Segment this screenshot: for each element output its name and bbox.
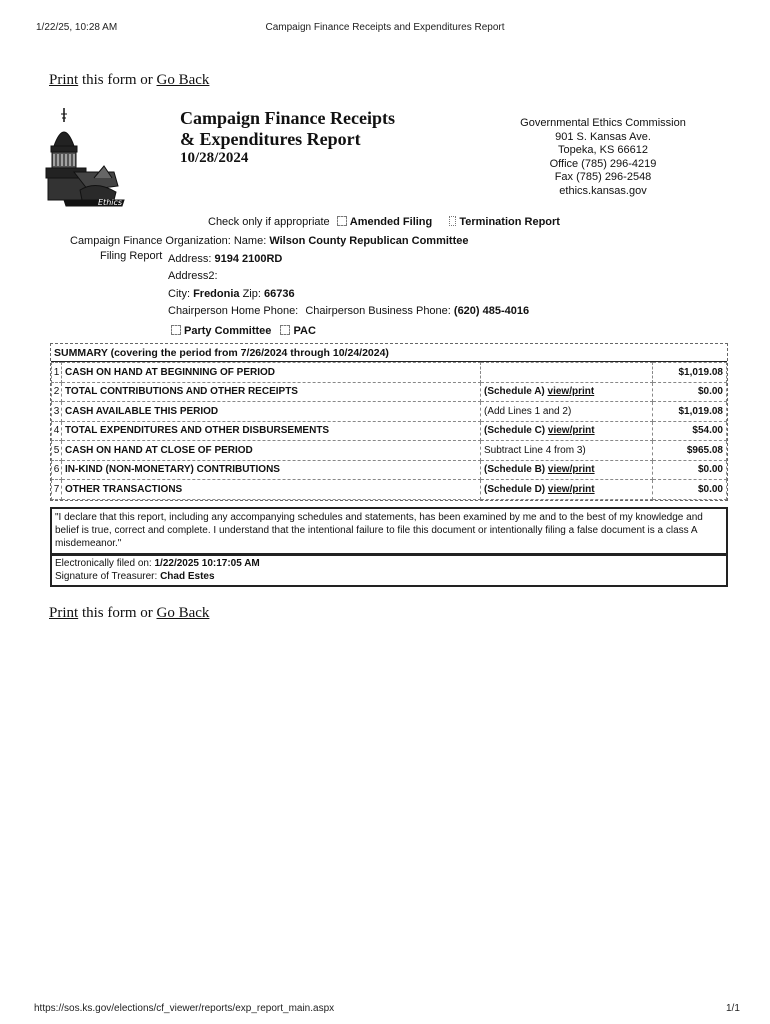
row-amount: $0.00: [653, 460, 727, 480]
amended-filing-label: Amended Filing: [349, 216, 433, 228]
table-row: [52, 441, 727, 461]
row-reference: (Add Lines 1 and 2): [481, 402, 653, 422]
pac-label: PAC: [293, 325, 316, 337]
row-amount: $1,019.08: [653, 402, 727, 422]
summary-heading: SUMMARY (covering the period from 7/26/2024 through 10/24/2024): [51, 344, 727, 362]
address-row: [168, 253, 282, 265]
summary-table: [51, 362, 727, 500]
agency-fax: Fax (785) 296-2548: [554, 171, 652, 183]
filed-on-label: Electronically filed on:: [55, 558, 152, 569]
row-reference: [481, 480, 653, 500]
schedule-label: (Schedule B): [484, 464, 546, 476]
party-committee-checkbox[interactable]: [171, 325, 181, 335]
agency-office-phone: Office (785) 296-4219: [549, 157, 657, 170]
agency-website: ethics.kansas.gov: [559, 184, 647, 197]
row-number: 5: [52, 441, 62, 461]
nav-middle-text: this form or: [81, 72, 153, 88]
termination-report-label: Termination Report: [459, 216, 560, 228]
print-datetime: 1/22/25, 10:28 AM: [36, 22, 118, 33]
schedule-label: (Schedule C): [484, 425, 546, 437]
bottom-nav: [49, 605, 209, 622]
agency-city: Topeka, KS 66612: [558, 144, 648, 156]
amended-filing-checkbox[interactable]: [337, 216, 347, 226]
pac-checkbox[interactable]: [280, 325, 290, 335]
row-label: IN-KIND (NON-MONETARY) CONTRIBUTIONS: [62, 460, 481, 480]
schedule-label: (Schedule A): [484, 386, 545, 398]
print-link[interactable]: Print: [49, 72, 79, 88]
address-label: Address:: [168, 253, 212, 265]
row-label: OTHER TRANSACTIONS: [62, 480, 481, 500]
row-number: 2: [52, 382, 62, 402]
row-label: CASH AVAILABLE THIS PERIOD: [62, 402, 481, 422]
organization-name-row: [70, 235, 468, 247]
top-nav: [49, 72, 209, 89]
party-committee-label: Party Committee: [184, 325, 272, 337]
table-row: [52, 460, 727, 480]
row-amount: $1,019.08: [653, 363, 727, 383]
address-value: 9194 2100RD: [214, 253, 283, 265]
print-page-number: 1/1: [726, 1003, 740, 1014]
table-row: [52, 421, 727, 441]
agency-street: 901 S. Kansas Ave.: [555, 130, 651, 143]
row-reference: [481, 460, 653, 480]
treasurer-label: Signature of Treasurer:: [55, 570, 158, 582]
treasurer-name: Chad Estes: [160, 570, 215, 582]
business-phone-value: (620) 485-4016: [453, 305, 530, 317]
table-row: [52, 402, 727, 422]
row-label: TOTAL CONTRIBUTIONS AND OTHER RECEIPTS: [62, 382, 481, 402]
row-number: 6: [52, 460, 62, 480]
report-title-line1: Campaign Finance Receipts: [180, 108, 395, 128]
table-row: [52, 480, 727, 500]
agency-address-block: [508, 117, 698, 198]
print-footer-url: https://sos.ks.gov/elections/cf_viewer/reports/exp_report_main.aspx: [34, 1003, 335, 1014]
zip-value: 66736: [263, 288, 295, 300]
address2-label: Address2:: [168, 270, 218, 282]
row-reference: [481, 363, 653, 383]
phone-row: [168, 305, 529, 317]
schedule-a-view-print-link[interactable]: view/print: [547, 386, 595, 398]
row-number: 4: [52, 421, 62, 441]
org-name: Wilson County Republican Committee: [269, 235, 469, 247]
business-phone-label: Chairperson Business Phone:: [305, 305, 451, 317]
table-row: [52, 382, 727, 402]
filed-on-row: [55, 558, 723, 571]
row-amount: $0.00: [653, 480, 727, 500]
summary-section: [50, 343, 728, 501]
row-number: 1: [52, 363, 62, 383]
print-link-bottom[interactable]: Print: [49, 605, 79, 621]
row-amount: $54.00: [653, 421, 727, 441]
row-number: 7: [52, 480, 62, 500]
filing-report-label: Filing Report: [100, 250, 163, 262]
go-back-link-bottom[interactable]: Go Back: [156, 605, 210, 621]
report-date: 10/28/2024: [180, 150, 249, 166]
schedule-label: (Schedule D): [484, 483, 546, 495]
row-reference: Subtract Line 4 from 3): [481, 441, 653, 461]
report-title-line2: & Expenditures Report: [180, 129, 361, 149]
svg-text:Ethics: Ethics: [98, 198, 123, 207]
row-number: 3: [52, 402, 62, 422]
declaration-statement: "I declare that this report, including any accompanying schedules and statements, has been examined by me and to the best of my knowledge and belief is true, correct and complete. I understand that the intentional failure to file this document or intentionally filing a false document is a class A misdemeanor.": [50, 507, 728, 555]
nav-middle-text-bottom: this form or: [81, 605, 153, 621]
row-label: CASH ON HAND AT CLOSE OF PERIOD: [62, 441, 481, 461]
kansas-capitol-seal-icon: [44, 106, 140, 208]
agency-name: Governmental Ethics Commission: [520, 117, 686, 129]
row-amount: $965.08: [653, 441, 727, 461]
city-zip-row: [168, 288, 295, 300]
treasurer-row: [55, 571, 723, 584]
row-label: CASH ON HAND AT BEGINNING OF PERIOD: [62, 363, 481, 383]
print-page-title: Campaign Finance Receipts and Expenditures Report: [265, 22, 505, 33]
home-phone-label: Chairperson Home Phone:: [168, 305, 299, 317]
termination-report-checkbox[interactable]: [449, 216, 456, 226]
schedule-b-view-print-link[interactable]: view/print: [547, 464, 595, 476]
filing-type-row: [208, 216, 560, 228]
city-value: Fredonia: [193, 288, 240, 300]
row-reference: [481, 382, 653, 402]
check-prompt: Check only if appropriate: [208, 216, 330, 228]
table-row: [52, 363, 727, 383]
go-back-link[interactable]: Go Back: [156, 72, 210, 88]
electronic-filing-block: [50, 554, 728, 587]
schedule-c-view-print-link[interactable]: view/print: [547, 425, 595, 437]
org-name-label: Campaign Finance Organization: Name:: [70, 235, 267, 247]
schedule-d-view-print-link[interactable]: view/print: [547, 483, 595, 495]
zip-label: Zip:: [242, 288, 261, 300]
row-reference: [481, 421, 653, 441]
row-amount: $0.00: [653, 382, 727, 402]
filed-on-value: 1/22/2025 10:17:05 AM: [154, 558, 260, 569]
row-label: TOTAL EXPENDITURES AND OTHER DISBURSEMENTS: [62, 421, 481, 441]
committee-type-row: [171, 325, 316, 337]
city-label: City:: [168, 288, 190, 300]
